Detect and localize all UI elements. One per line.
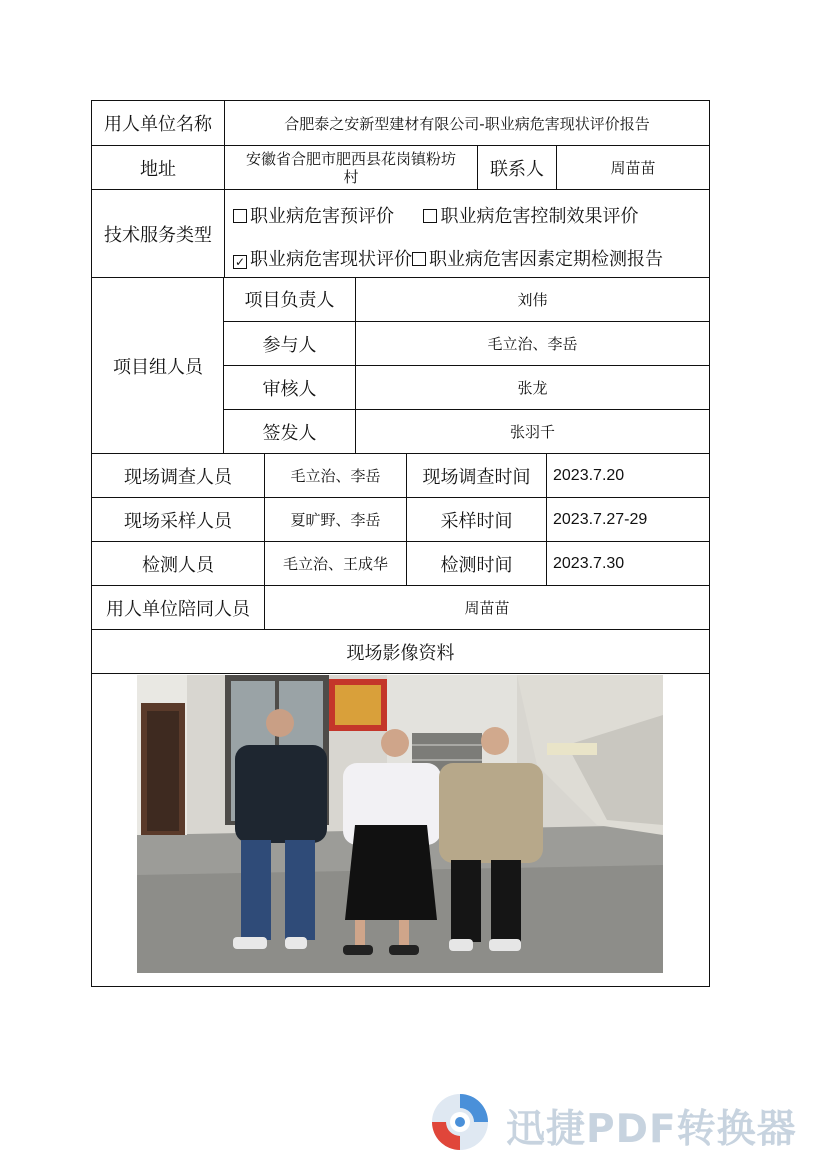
escort-row	[91, 585, 710, 629]
team-role-participant: 参与人	[262, 334, 317, 356]
team-name-participant: 毛立治、李岳	[355, 322, 709, 365]
service-row	[91, 189, 710, 277]
testing-value: 毛立治、王成华	[264, 542, 406, 585]
option-control-effect-label: 职业病危害控制效果评价	[440, 206, 639, 227]
escort-value: 周苗苗	[264, 586, 709, 629]
contact-value: 周苗苗	[556, 146, 709, 189]
employer-value: 合肥泰之安新型建材有限公司-职业病危害现状评价报告	[224, 101, 709, 145]
option-current-status-label: 职业病危害现状评价	[250, 249, 412, 270]
service-line-1	[233, 202, 638, 228]
sampling-time-value: 2023.7.27-29	[546, 498, 709, 541]
escort-label: 用人单位陪同人员	[106, 598, 250, 620]
employer-label: 用人单位名称	[104, 114, 212, 135]
option-periodic-testing-label: 职业病危害因素定期检测报告	[429, 249, 663, 270]
sampling-row	[91, 497, 710, 541]
address-value	[224, 146, 477, 189]
address-value-line2: 村	[343, 167, 359, 186]
team-name-reviewer: 张龙	[355, 366, 709, 409]
sampling-value: 夏旷野、李岳	[264, 498, 406, 541]
team-role-issuer: 签发人	[262, 422, 317, 444]
checkbox-current-status[interactable]: ✓	[234, 255, 246, 269]
site-photo	[137, 675, 663, 973]
team-name-leader: 刘伟	[355, 277, 709, 321]
service-label: 技术服务类型	[104, 224, 212, 246]
checkbox-periodic-testing[interactable]	[412, 252, 426, 266]
photo-title-row	[91, 629, 710, 673]
testing-label: 检测人员	[142, 554, 214, 576]
sampling-time-label: 采样时间	[406, 498, 546, 541]
option-preliminary-label: 职业病危害预评价	[250, 206, 394, 227]
team-label: 项目组人员	[113, 356, 203, 378]
table-bottom-border	[91, 986, 710, 987]
testing-row	[91, 541, 710, 585]
survey-label: 现场调查人员	[124, 466, 232, 488]
team-name-issuer: 张羽千	[355, 410, 709, 453]
testing-time-label: 检测时间	[406, 542, 546, 585]
team-row-issuer	[223, 409, 710, 453]
contact-label: 联系人	[477, 146, 556, 189]
survey-row	[91, 453, 710, 497]
survey-time-label: 现场调查时间	[406, 454, 546, 497]
converter-logo-icon	[426, 1090, 496, 1154]
report-table	[91, 100, 710, 987]
survey-value: 毛立治、李岳	[264, 454, 406, 497]
address-row	[91, 145, 710, 189]
team-row-participant	[223, 321, 710, 365]
watermark-text: 迅捷PDF转换器	[506, 1107, 797, 1152]
sampling-label: 现场采样人员	[124, 510, 232, 532]
address-value-line1: 安徽省合肥市肥西县花岗镇粉坊	[245, 149, 456, 168]
photo-section-title: 现场影像资料	[346, 642, 455, 664]
team-role-leader: 项目负责人	[244, 290, 335, 311]
employer-row	[91, 100, 710, 145]
checkbox-preliminary[interactable]	[233, 209, 247, 223]
watermark	[426, 1090, 816, 1154]
team-row-reviewer	[223, 365, 710, 409]
team-role-reviewer: 审核人	[262, 378, 317, 400]
testing-time-value: 2023.7.30	[546, 542, 709, 585]
service-line-2	[233, 245, 663, 271]
team-row-leader	[223, 277, 710, 321]
address-label: 地址	[140, 158, 176, 180]
survey-time-value: 2023.7.20	[546, 454, 709, 497]
checkbox-control-effect[interactable]	[423, 209, 437, 223]
